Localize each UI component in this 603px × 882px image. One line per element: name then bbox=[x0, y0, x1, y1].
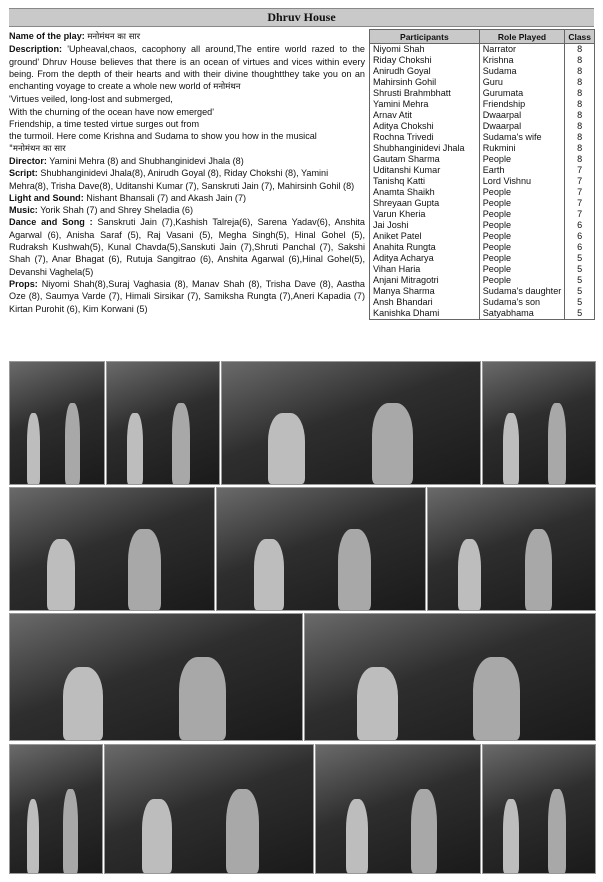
table-row bbox=[370, 242, 595, 253]
table-row bbox=[370, 264, 595, 275]
role-cell: Gurumata bbox=[479, 88, 565, 99]
house-title: Dhruv House bbox=[267, 10, 336, 24]
role-cell: People bbox=[479, 242, 565, 253]
participant-cell: Shubhanginidevi Jhala bbox=[370, 143, 480, 154]
stage-photo bbox=[315, 744, 481, 874]
participant-cell: Ansh Bhandari bbox=[370, 297, 480, 308]
class-cell: 5 bbox=[565, 286, 595, 297]
participant-cell: Anjani Mitragotri bbox=[370, 275, 480, 286]
class-cell: 5 bbox=[565, 297, 595, 308]
stage-photo bbox=[304, 613, 596, 741]
table-row bbox=[370, 275, 595, 286]
stage-photo bbox=[9, 487, 215, 611]
role-cell: Krishna bbox=[479, 55, 565, 66]
role-cell: Lord Vishnu bbox=[479, 176, 565, 187]
class-cell: 8 bbox=[565, 143, 595, 154]
stage-photo bbox=[482, 744, 596, 874]
stage-photo bbox=[9, 613, 303, 741]
stage-photo bbox=[427, 487, 596, 611]
participant-cell: Rochna Trivedi bbox=[370, 132, 480, 143]
participant-cell: Jai Joshi bbox=[370, 220, 480, 231]
role-cell: Narrator bbox=[479, 44, 565, 56]
play-name-line bbox=[9, 30, 365, 43]
participant-cell: Varun Kheria bbox=[370, 209, 480, 220]
table-row bbox=[370, 286, 595, 297]
role-header: Role Played bbox=[479, 30, 565, 44]
table-row bbox=[370, 88, 595, 99]
table-row bbox=[370, 143, 595, 154]
stage-photo bbox=[221, 361, 481, 485]
director-text: Yamini Mehra (8) and Shubhanginidevi Jhala (8) bbox=[49, 155, 244, 166]
roles-header-row bbox=[370, 30, 595, 44]
role-cell: Friendship bbox=[479, 99, 565, 110]
participants-header: Participants bbox=[370, 30, 480, 44]
table-row bbox=[370, 297, 595, 308]
role-cell: People bbox=[479, 275, 565, 286]
role-cell: Guru bbox=[479, 77, 565, 88]
participant-cell: Mahirsinh Gohil bbox=[370, 77, 480, 88]
table-row bbox=[370, 77, 595, 88]
props-line bbox=[9, 278, 365, 315]
script-text: Shubhanginidevi Jhala(8), Anirudh Goyal (8), Riday Chokshi (8), Yamini Mehra(8), Trisha Dave(8), Uditanshi Kumar (7), Sanskruti Jain (7), Mahirsinh Gohil (8) bbox=[9, 168, 355, 191]
roles-body bbox=[370, 44, 595, 320]
light-text: Nishant Bhansali (7) and Akash Jain (7) bbox=[86, 192, 247, 203]
table-row bbox=[370, 308, 595, 320]
role-cell: Sudama bbox=[479, 66, 565, 77]
stage-photo bbox=[482, 361, 596, 485]
verse-line-3: Friendship, a time tested virtue surges out from bbox=[9, 119, 200, 130]
page-header bbox=[9, 8, 594, 27]
table-row bbox=[370, 132, 595, 143]
music-text: Yorik Shah (7) and Shrey Sheladia (6) bbox=[40, 205, 194, 216]
class-cell: 7 bbox=[565, 187, 595, 198]
participant-cell: Arnav Atit bbox=[370, 110, 480, 121]
participant-cell: Anamta Shaikh bbox=[370, 187, 480, 198]
verse-line-5: "मनोमंथन का सार bbox=[9, 143, 66, 154]
role-cell: People bbox=[479, 198, 565, 209]
role-cell: People bbox=[479, 209, 565, 220]
table-row bbox=[370, 220, 595, 231]
class-cell: 7 bbox=[565, 165, 595, 176]
table-row bbox=[370, 165, 595, 176]
participant-cell: Yamini Mehra bbox=[370, 99, 480, 110]
class-cell: 8 bbox=[565, 55, 595, 66]
class-cell: 5 bbox=[565, 308, 595, 320]
role-cell: Sudama's wife bbox=[479, 132, 565, 143]
class-cell: 8 bbox=[565, 110, 595, 121]
script-line bbox=[9, 167, 365, 192]
class-cell: 5 bbox=[565, 264, 595, 275]
role-cell: Dwaarpal bbox=[479, 121, 565, 132]
role-cell: Sudama's son bbox=[479, 297, 565, 308]
class-cell: 8 bbox=[565, 88, 595, 99]
role-cell: Rukmini bbox=[479, 143, 565, 154]
role-cell: Dwaarpal bbox=[479, 110, 565, 121]
stage-photo bbox=[216, 487, 426, 611]
table-row bbox=[370, 154, 595, 165]
props-label: Props: bbox=[9, 278, 38, 289]
table-row bbox=[370, 209, 595, 220]
class-cell: 6 bbox=[565, 220, 595, 231]
role-cell: Earth bbox=[479, 165, 565, 176]
music-line bbox=[9, 204, 365, 216]
verse-line-2: With the churning of the ocean have now emerged' bbox=[9, 106, 214, 117]
music-label: Music: bbox=[9, 205, 38, 216]
verse-line-1: 'Virtues veiled, long-lost and submerged, bbox=[9, 94, 173, 105]
table-row bbox=[370, 99, 595, 110]
table-row bbox=[370, 66, 595, 77]
verse-line-4: the turmoil. Here come Krishna and Sudama to show you how in the musical bbox=[9, 131, 317, 142]
roles-table bbox=[369, 29, 595, 320]
script-label: Script: bbox=[9, 168, 38, 179]
play-details bbox=[9, 30, 365, 315]
class-cell: 7 bbox=[565, 209, 595, 220]
class-cell: 8 bbox=[565, 121, 595, 132]
stage-photo bbox=[104, 744, 314, 874]
light-line bbox=[9, 192, 365, 204]
role-cell: People bbox=[479, 253, 565, 264]
participant-cell: Kanishka Dhami bbox=[370, 308, 480, 320]
class-header: Class bbox=[565, 30, 595, 44]
table-row bbox=[370, 44, 595, 56]
description-label: Description: bbox=[9, 44, 63, 55]
class-cell: 8 bbox=[565, 99, 595, 110]
play-name-label: Name of the play: bbox=[9, 31, 85, 41]
participant-cell: Aditya Acharya bbox=[370, 253, 480, 264]
class-cell: 7 bbox=[565, 198, 595, 209]
participant-cell: Gautam Sharma bbox=[370, 154, 480, 165]
stage-photo bbox=[106, 361, 220, 485]
class-cell: 8 bbox=[565, 66, 595, 77]
stage-photo bbox=[9, 744, 103, 874]
participant-cell: Shreyaan Gupta bbox=[370, 198, 480, 209]
class-cell: 5 bbox=[565, 253, 595, 264]
dance-line bbox=[9, 216, 365, 277]
class-cell: 6 bbox=[565, 231, 595, 242]
participant-cell: Aditya Chokshi bbox=[370, 121, 480, 132]
role-cell: People bbox=[479, 187, 565, 198]
participant-cell: Niyomi Shah bbox=[370, 44, 480, 56]
table-row bbox=[370, 55, 595, 66]
class-cell: 8 bbox=[565, 77, 595, 88]
director-label: Director: bbox=[9, 155, 47, 166]
description-hindi: मनोमंथन bbox=[213, 82, 241, 93]
props-text: Niyomi Shah(8),Suraj Vaghasia (8), Manav Shah (8), Trisha Dave (8), Aastha Oze (8), Saumya Varde (7), Himali Sirsikar (7), Samiksha Rungta (7),Aneri Kapadia (7) Kirtan Purohit (6), Kim Korwani (5) bbox=[9, 278, 365, 314]
director-line bbox=[9, 155, 365, 167]
role-cell: People bbox=[479, 231, 565, 242]
stage-photo bbox=[9, 361, 105, 485]
participant-cell: Vihan Haria bbox=[370, 264, 480, 275]
play-name-value: मनोमंथन का सार bbox=[87, 32, 141, 42]
dance-label: Dance and Song : bbox=[9, 217, 93, 228]
role-cell: People bbox=[479, 220, 565, 231]
participant-cell: Anirudh Goyal bbox=[370, 66, 480, 77]
role-cell: People bbox=[479, 264, 565, 275]
participant-cell: Shrusti Brahmbhatt bbox=[370, 88, 480, 99]
table-row bbox=[370, 176, 595, 187]
dance-text: Sanskruti Jain (7),Kashish Talreja(6), Sarena Yadav(6), Anshita Agarwal (6), Anisha Saraf (5), Raj Vasani (5), Megha Singh(5), Hinal Gohel (5), Rudraksh Kushwah(5), Kunal Chavda(5),Sanskuti Jain (7),Shruti Panchal (7), Sakshi Shah (7), Anar Bhagat (6), Rutuja Sangitrao (6), Anshita Agarwal (6),Hinal Gohel(5), Devanshi Vaghela(5) bbox=[9, 217, 365, 277]
role-cell: People bbox=[479, 154, 565, 165]
table-row bbox=[370, 198, 595, 209]
class-cell: 8 bbox=[565, 154, 595, 165]
role-cell: Sudama's daughter bbox=[479, 286, 565, 297]
class-cell: 7 bbox=[565, 176, 595, 187]
table-row bbox=[370, 110, 595, 121]
table-row bbox=[370, 253, 595, 264]
class-cell: 8 bbox=[565, 44, 595, 56]
class-cell: 8 bbox=[565, 132, 595, 143]
participant-cell: Aniket Patel bbox=[370, 231, 480, 242]
participant-cell: Uditanshi Kumar bbox=[370, 165, 480, 176]
class-cell: 6 bbox=[565, 242, 595, 253]
class-cell: 5 bbox=[565, 275, 595, 286]
participant-cell: Anahita Rungta bbox=[370, 242, 480, 253]
light-label: Light and Sound: bbox=[9, 192, 84, 203]
table-row bbox=[370, 231, 595, 242]
participant-cell: Manya Sharma bbox=[370, 286, 480, 297]
table-row bbox=[370, 121, 595, 132]
participant-cell: Tanishq Katti bbox=[370, 176, 480, 187]
table-row bbox=[370, 187, 595, 198]
participant-cell: Riday Chokshi bbox=[370, 55, 480, 66]
role-cell: Satyabhama bbox=[479, 308, 565, 320]
description-text: 'Upheaval,chaos, cacophony all around,The entire world razed to the ground' Dhruv House believes that there is an ocean of virtues and vices within every being. From the depth of their hearts and with their divine thoughtthey take you on an enchanting voyage to create a whole new world of bbox=[9, 44, 365, 92]
description-paragraph bbox=[9, 43, 365, 93]
